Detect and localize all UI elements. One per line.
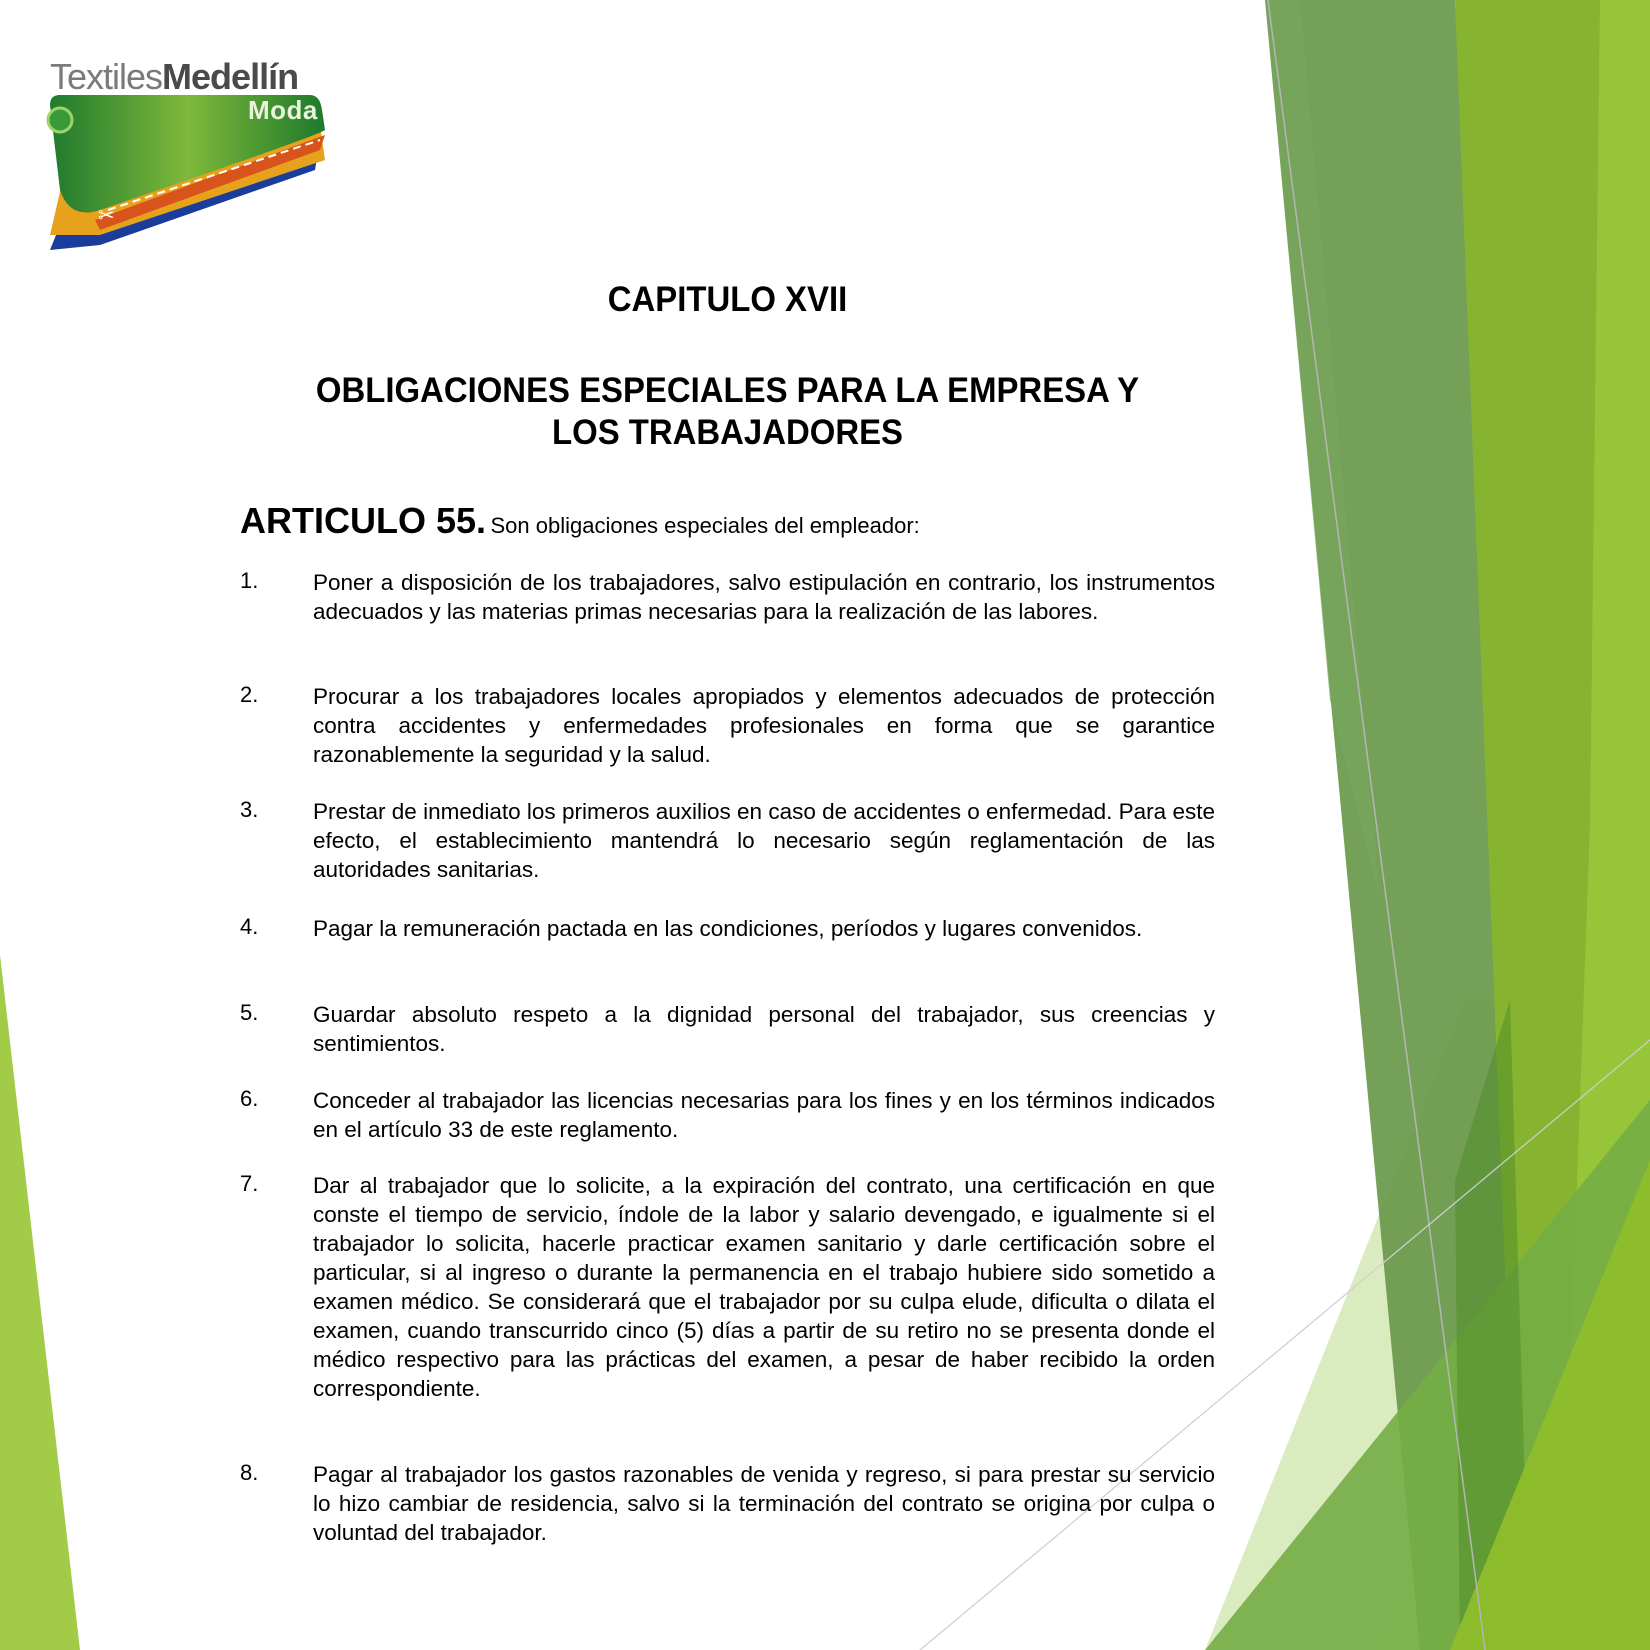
company-logo bbox=[40, 50, 340, 260]
list-item-text: Guardar absoluto respeto a la dignidad personal del trabajador, sus creencias y sentimientos. bbox=[313, 1002, 1215, 1056]
chapter-title: CAPITULO XVII bbox=[607, 280, 848, 319]
list-item-text: Conceder al trabajador las licencias necesarias para los fines y en los términos indicados en el artículo 33 de este reglamento. bbox=[313, 1088, 1215, 1142]
article-heading bbox=[240, 500, 920, 542]
list-item-number: 7. bbox=[240, 1171, 259, 1196]
article-number: ARTICULO 55. bbox=[240, 500, 487, 541]
list-item-text: Prestar de inmediato los primeros auxilios en caso de accidentes o enfermedad. Para este efecto, el establecimiento mantendrá lo necesario según reglamentación de las autoridades sanitarias. bbox=[313, 799, 1215, 882]
brand-name: TextilesMedellín bbox=[50, 56, 299, 97]
list-item-text: Dar al trabajador que lo solicite, a la expiración del contrato, una certificación en que conste el tiempo de servicio, índole de la labor y salario devengado, e igualmente si el trabajador lo solicita, hacerle practicar examen sanitario y darle certificación sobre el particular, si al ingreso o durante la permanencia en el trabajo hubiere sido sometido a examen médico. Se considerará que el trabajador por su culpa elude, dificulta o dilata el examen, cuando transcurrido cinco (5) días a partir de su retiro no se presenta donde el médico respectivo para las prácticas del examen, a pesar de haber recibido la orden correspondiente. bbox=[313, 1173, 1215, 1401]
list-item-number: 3. bbox=[240, 797, 259, 822]
list-item-number: 2. bbox=[240, 682, 259, 707]
list-item-number: 6. bbox=[240, 1086, 259, 1111]
list-item-number: 1. bbox=[240, 568, 259, 593]
list-item-text: Pagar al trabajador los gastos razonables de venida y regreso, si para prestar su servicio lo hizo cambiar de residencia, salvo si la terminación del contrato se origina por culpa o voluntad del trabajador. bbox=[313, 1462, 1215, 1545]
list-item-text: Poner a disposición de los trabajadores, salvo estipulación en contrario, los instrumentos adecuados y las materias primas necesarias para la realización de las labores. bbox=[313, 570, 1215, 624]
scissors-icon: ✂ bbox=[98, 203, 115, 227]
article-intro: Son obligaciones especiales del empleador: bbox=[490, 513, 920, 538]
list-item-text: Pagar la remuneración pactada en las condiciones, períodos y lugares convenidos. bbox=[313, 916, 1143, 941]
list-item-number: 8. bbox=[240, 1460, 259, 1485]
brand-tagline: Moda bbox=[248, 95, 318, 125]
list-item-number: 5. bbox=[240, 1000, 259, 1025]
list-item-number: 4. bbox=[240, 914, 259, 939]
list-item-text: Procurar a los trabajadores locales apropiados y elementos adecuados de protección contra accidentes y enfermedades profesionales en forma que se garantice razonablemente la seguridad y la salud. bbox=[313, 684, 1215, 767]
section-title: OBLIGACIONES ESPECIALES PARA LA EMPRESA Y LOS TRABAJADORES bbox=[315, 371, 1140, 452]
